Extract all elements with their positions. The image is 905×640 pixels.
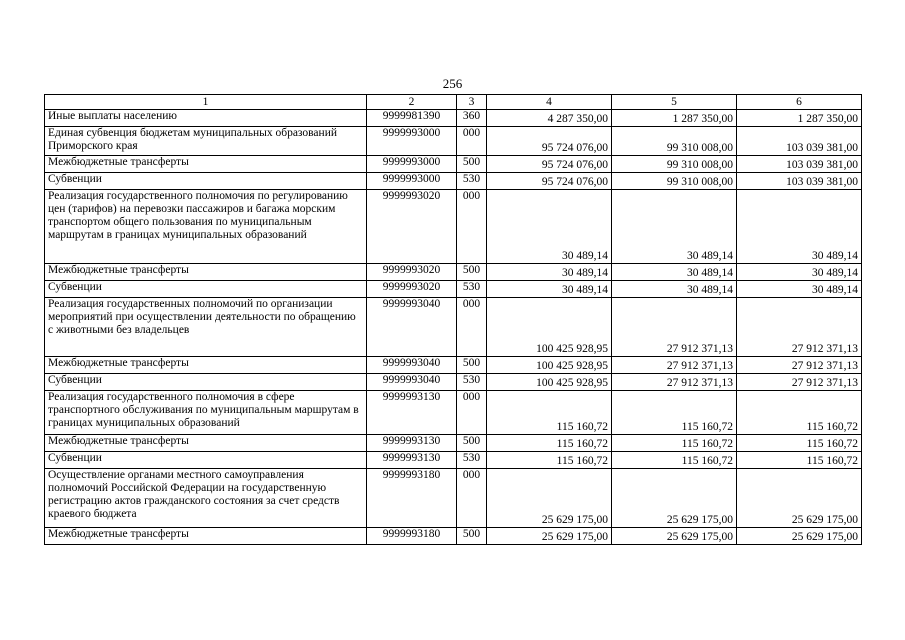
row-name: Субвенции <box>45 452 367 469</box>
row-value-col4: 100 425 928,95 <box>487 298 612 357</box>
row-name: Межбюджетные трансферты <box>45 264 367 281</box>
table-row <box>45 391 862 435</box>
row-value-col6: 103 039 381,00 <box>737 127 862 156</box>
row-name: Единая субвенция бюджетам муниципальных образований Приморского края <box>45 127 367 156</box>
row-csr-code: 9999993130 <box>367 435 457 452</box>
row-value-col4: 95 724 076,00 <box>487 127 612 156</box>
table-row <box>45 127 862 156</box>
row-value-col4: 25 629 175,00 <box>487 528 612 545</box>
table-row <box>45 264 862 281</box>
row-vr-code: 500 <box>457 528 487 545</box>
budget-table <box>44 94 862 545</box>
row-name: Межбюджетные трансферты <box>45 357 367 374</box>
row-name: Реализация государственного полномочия в сфере транспортного обслуживания по муниципальным маршрутам в границах муниципальных образований <box>45 391 367 435</box>
table-row <box>45 435 862 452</box>
row-csr-code: 9999993040 <box>367 298 457 357</box>
row-value-col5: 27 912 371,13 <box>612 357 737 374</box>
row-vr-code: 500 <box>457 435 487 452</box>
column-header-5: 5 <box>612 95 737 110</box>
row-csr-code: 9999993180 <box>367 469 457 528</box>
column-header-6: 6 <box>737 95 862 110</box>
row-csr-code: 9999993020 <box>367 190 457 264</box>
row-vr-code: 360 <box>457 110 487 127</box>
row-value-col5: 27 912 371,13 <box>612 374 737 391</box>
row-value-col4: 30 489,14 <box>487 264 612 281</box>
row-value-col5: 25 629 175,00 <box>612 469 737 528</box>
row-csr-code: 9999993020 <box>367 281 457 298</box>
row-value-col6: 27 912 371,13 <box>737 374 862 391</box>
row-vr-code: 000 <box>457 469 487 528</box>
row-value-col6: 25 629 175,00 <box>737 528 862 545</box>
row-value-col4: 115 160,72 <box>487 452 612 469</box>
row-vr-code: 000 <box>457 298 487 357</box>
page-number: 256 <box>442 76 463 91</box>
row-value-col5: 99 310 008,00 <box>612 156 737 173</box>
row-value-col6: 115 160,72 <box>737 435 862 452</box>
row-value-col4: 115 160,72 <box>487 391 612 435</box>
column-header-3: 3 <box>457 95 487 110</box>
row-value-col5: 115 160,72 <box>612 452 737 469</box>
row-name: Субвенции <box>45 374 367 391</box>
row-value-col4: 30 489,14 <box>487 281 612 298</box>
row-name: Субвенции <box>45 173 367 190</box>
row-name: Субвенции <box>45 281 367 298</box>
table-row <box>45 110 862 127</box>
column-header-1: 1 <box>45 95 367 110</box>
row-name: Реализация государственных полномочий по организации мероприятий при осуществлении деятельности по обращению с животными без владельцев <box>45 298 367 357</box>
row-value-col5: 99 310 008,00 <box>612 173 737 190</box>
row-csr-code: 9999993000 <box>367 127 457 156</box>
column-header-2: 2 <box>367 95 457 110</box>
row-value-col6: 1 287 350,00 <box>737 110 862 127</box>
row-csr-code: 9999993180 <box>367 528 457 545</box>
row-value-col4: 4 287 350,00 <box>487 110 612 127</box>
row-csr-code: 9999993040 <box>367 357 457 374</box>
row-name: Осуществление органами местного самоуправления полномочий Российской Федерации на государственную регистрацию актов гражданского состояния за счет средств краевого бюджета <box>45 469 367 528</box>
row-csr-code: 9999993000 <box>367 156 457 173</box>
table-row <box>45 298 862 357</box>
row-value-col4: 25 629 175,00 <box>487 469 612 528</box>
column-header-4: 4 <box>487 95 612 110</box>
row-value-col6: 115 160,72 <box>737 391 862 435</box>
row-csr-code: 9999993130 <box>367 391 457 435</box>
row-value-col4: 30 489,14 <box>487 190 612 264</box>
row-value-col5: 115 160,72 <box>612 435 737 452</box>
row-vr-code: 530 <box>457 452 487 469</box>
row-value-col4: 95 724 076,00 <box>487 156 612 173</box>
row-value-col5: 27 912 371,13 <box>612 298 737 357</box>
row-vr-code: 500 <box>457 264 487 281</box>
table-row <box>45 173 862 190</box>
row-value-col5: 115 160,72 <box>612 391 737 435</box>
row-vr-code: 530 <box>457 374 487 391</box>
row-value-col4: 115 160,72 <box>487 435 612 452</box>
row-name: Реализация государственного полномочия по регулированию цен (тарифов) на перевозки пассажиров и багажа морским транспортом общего пользования по муниципальным маршрутам в границах муниципальных образований <box>45 190 367 264</box>
row-value-col6: 30 489,14 <box>737 190 862 264</box>
row-value-col5: 99 310 008,00 <box>612 127 737 156</box>
row-vr-code: 000 <box>457 127 487 156</box>
row-value-col5: 30 489,14 <box>612 281 737 298</box>
row-name: Межбюджетные трансферты <box>45 156 367 173</box>
row-value-col6: 115 160,72 <box>737 452 862 469</box>
row-vr-code: 500 <box>457 156 487 173</box>
row-name: Межбюджетные трансферты <box>45 435 367 452</box>
row-value-col4: 95 724 076,00 <box>487 173 612 190</box>
table-row <box>45 281 862 298</box>
row-name: Межбюджетные трансферты <box>45 528 367 545</box>
row-csr-code: 9999981390 <box>367 110 457 127</box>
table-row <box>45 452 862 469</box>
row-vr-code: 500 <box>457 357 487 374</box>
table-row <box>45 528 862 545</box>
row-value-col6: 30 489,14 <box>737 281 862 298</box>
table-row <box>45 469 862 528</box>
table-row <box>45 156 862 173</box>
row-value-col5: 25 629 175,00 <box>612 528 737 545</box>
row-csr-code: 9999993000 <box>367 173 457 190</box>
row-value-col5: 1 287 350,00 <box>612 110 737 127</box>
row-name: Иные выплаты населению <box>45 110 367 127</box>
table-row <box>45 374 862 391</box>
row-value-col6: 27 912 371,13 <box>737 298 862 357</box>
row-value-col6: 27 912 371,13 <box>737 357 862 374</box>
row-value-col6: 25 629 175,00 <box>737 469 862 528</box>
row-value-col4: 100 425 928,95 <box>487 357 612 374</box>
row-value-col6: 103 039 381,00 <box>737 173 862 190</box>
row-value-col5: 30 489,14 <box>612 190 737 264</box>
row-vr-code: 530 <box>457 281 487 298</box>
row-value-col6: 30 489,14 <box>737 264 862 281</box>
row-value-col5: 30 489,14 <box>612 264 737 281</box>
row-vr-code: 000 <box>457 190 487 264</box>
row-vr-code: 530 <box>457 173 487 190</box>
table-row <box>45 357 862 374</box>
row-vr-code: 000 <box>457 391 487 435</box>
row-csr-code: 9999993130 <box>367 452 457 469</box>
row-csr-code: 9999993040 <box>367 374 457 391</box>
row-value-col6: 103 039 381,00 <box>737 156 862 173</box>
header-row <box>45 95 862 110</box>
row-csr-code: 9999993020 <box>367 264 457 281</box>
row-value-col4: 100 425 928,95 <box>487 374 612 391</box>
table-row <box>45 190 862 264</box>
